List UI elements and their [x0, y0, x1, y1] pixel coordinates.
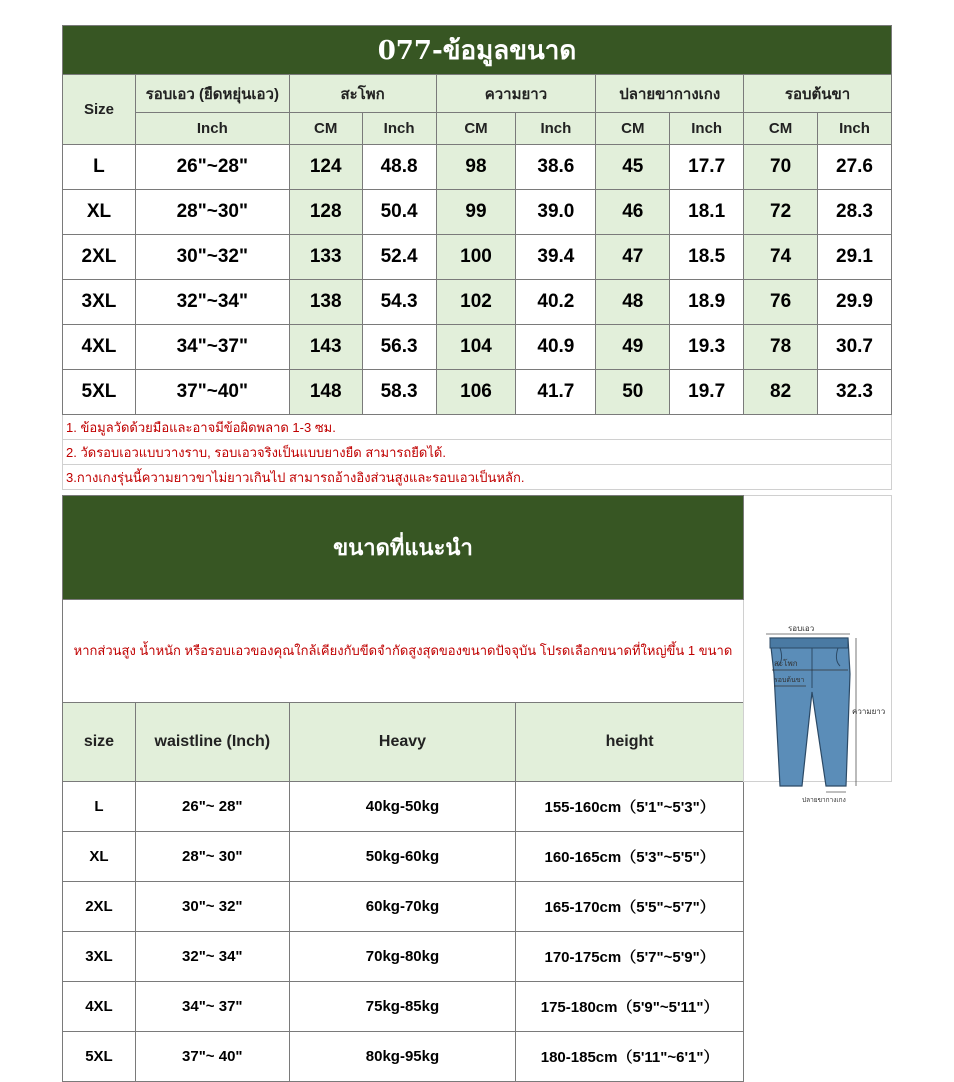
header-leg-opening: ปลายขากางเกง: [596, 75, 744, 113]
table-cell: 133: [289, 235, 362, 280]
unit-header: Inch: [362, 113, 436, 145]
pants-diagram-cell: [743, 496, 891, 804]
table-cell: 58.3: [362, 370, 436, 415]
diagram-leg-label: ปลายขากางเกง: [802, 796, 847, 804]
table-cell: 37"~ 40": [135, 1032, 289, 1082]
size-chart: [62, 25, 892, 490]
unit-header: Inch: [670, 113, 744, 145]
diagram-waist-label: รอบเอว: [788, 624, 815, 633]
table-cell: 60kg-70kg: [289, 882, 516, 932]
table-row: [63, 1032, 892, 1082]
table-cell: 124: [289, 145, 362, 190]
table-cell: 18.1: [670, 190, 744, 235]
size-chart-title: 077-ข้อมูลขนาด: [63, 26, 892, 75]
table-cell: 18.9: [670, 280, 744, 325]
table-cell: 26"~28": [135, 145, 289, 190]
table-cell: 165-170cm（5'5"~5'7"）: [516, 882, 744, 932]
table-cell: 175-180cm（5'9"~5'11"）: [516, 982, 744, 1032]
table-cell: 50kg-60kg: [289, 832, 516, 882]
table-cell: 29.9: [818, 280, 892, 325]
table-cell: 34"~37": [135, 325, 289, 370]
size-cell: L: [63, 145, 136, 190]
table-cell: 46: [596, 190, 670, 235]
recommend-title: ขนาดที่แนะนำ: [63, 496, 744, 600]
unit-header: Inch: [135, 113, 289, 145]
pants-diagram: [744, 496, 890, 804]
table-cell: 29.1: [818, 235, 892, 280]
table-cell: 37"~40": [135, 370, 289, 415]
table-cell: 78: [744, 325, 818, 370]
table-cell: 39.0: [516, 190, 596, 235]
table-cell: 52.4: [362, 235, 436, 280]
table-cell: 30"~ 32": [135, 882, 289, 932]
size-cell: L: [63, 782, 136, 832]
size-cell: 4XL: [63, 982, 136, 1032]
size-cell: 2XL: [63, 882, 136, 932]
table-cell: 19.3: [670, 325, 744, 370]
table-cell: 34"~ 37": [135, 982, 289, 1032]
table-cell: 138: [289, 280, 362, 325]
unit-header: CM: [289, 113, 362, 145]
table-cell: 32.3: [818, 370, 892, 415]
table-cell: 148: [289, 370, 362, 415]
table-cell: 40.2: [516, 280, 596, 325]
table-cell: 49: [596, 325, 670, 370]
table-cell: 50: [596, 370, 670, 415]
size-cell: XL: [63, 832, 136, 882]
table-row: [63, 832, 892, 882]
table-row: [63, 190, 892, 235]
size-chart-table: [62, 25, 892, 490]
table-cell: 160-165cm（5'3"~5'5"）: [516, 832, 744, 882]
table-cell: 102: [436, 280, 516, 325]
table-cell: 143: [289, 325, 362, 370]
note-2: 2. วัดรอบเอวแบบวางราบ, รอบเอวจริงเป็นแบบยางยืด สามารถยืดได้.: [63, 440, 892, 465]
table-row: [63, 370, 892, 415]
diagram-hip-label: สะโพก: [774, 659, 799, 668]
table-row: [63, 982, 892, 1032]
table-cell: 18.5: [670, 235, 744, 280]
table-cell: 19.7: [670, 370, 744, 415]
table-row: [63, 882, 892, 932]
recommend-warning: หากส่วนสูง น้ำหนัก หรือรอบเอวของคุณใกล้เคียงกับขีดจำกัดสูงสุดของขนาดปัจจุบัน โปรดเลือกขนาดที่ใหญ่ขึ้น 1 ขนาด: [63, 599, 744, 703]
table-row: [63, 932, 892, 982]
table-cell: 26"~ 28": [135, 782, 289, 832]
table-cell: 28.3: [818, 190, 892, 235]
rec-header-waistline: waistline (Inch): [135, 703, 289, 782]
table-cell: 76: [744, 280, 818, 325]
table-cell: 40kg-50kg: [289, 782, 516, 832]
table-cell: 56.3: [362, 325, 436, 370]
table-cell: 45: [596, 145, 670, 190]
table-cell: 32"~ 34": [135, 932, 289, 982]
table-cell: 32"~34": [135, 280, 289, 325]
rec-header-height: height: [516, 703, 744, 782]
table-cell: 104: [436, 325, 516, 370]
table-cell: 30.7: [818, 325, 892, 370]
unit-header: CM: [744, 113, 818, 145]
header-thigh: รอบต้นขา: [744, 75, 892, 113]
unit-header: Inch: [818, 113, 892, 145]
table-cell: 47: [596, 235, 670, 280]
table-row: [63, 325, 892, 370]
rec-header-size: size: [63, 703, 136, 782]
unit-header: Inch: [516, 113, 596, 145]
unit-header: CM: [596, 113, 670, 145]
table-cell: 40.9: [516, 325, 596, 370]
header-length: ความยาว: [436, 75, 596, 113]
size-cell: 4XL: [63, 325, 136, 370]
table-row: [63, 235, 892, 280]
table-cell: 70: [744, 145, 818, 190]
table-cell: 180-185cm（5'11"~6'1"）: [516, 1032, 744, 1082]
note-3: 3.กางเกงรุ่นนี้ความยาวขาไม่ยาวเกินไป สามารถอ้างอิงส่วนสูงและรอบเอวเป็นหลัก.: [63, 465, 892, 490]
size-cell: 3XL: [63, 932, 136, 982]
table-cell: 106: [436, 370, 516, 415]
table-row: [63, 782, 892, 832]
table-cell: 82: [744, 370, 818, 415]
table-cell: 72: [744, 190, 818, 235]
unit-header: CM: [436, 113, 516, 145]
diagram-thigh-label: รอบต้นขา: [774, 676, 805, 684]
diagram-length-label: ความยาว: [852, 707, 886, 716]
table-cell: 128: [289, 190, 362, 235]
size-cell: 2XL: [63, 235, 136, 280]
header-size: Size: [63, 75, 136, 145]
table-cell: 41.7: [516, 370, 596, 415]
table-cell: 70kg-80kg: [289, 932, 516, 982]
size-cell: 5XL: [63, 1032, 136, 1082]
recommended-size-section: [62, 495, 892, 1082]
table-cell: 28"~ 30": [135, 832, 289, 882]
table-cell: 39.4: [516, 235, 596, 280]
table-cell: 170-175cm（5'7"~5'9"）: [516, 932, 744, 982]
table-cell: 80kg-95kg: [289, 1032, 516, 1082]
rec-header-heavy: Heavy: [289, 703, 516, 782]
table-cell: 17.7: [670, 145, 744, 190]
table-cell: 54.3: [362, 280, 436, 325]
size-cell: 5XL: [63, 370, 136, 415]
table-cell: 155-160cm（5'1"~5'3"）: [516, 782, 744, 832]
size-cell: 3XL: [63, 280, 136, 325]
table-row: [63, 280, 892, 325]
header-waist: รอบเอว (ยืดหยุ่นเอว): [135, 75, 289, 113]
size-cell: XL: [63, 190, 136, 235]
note-1: 1. ข้อมูลวัดด้วยมือและอาจมีข้อผิดพลาด 1-3 ซม.: [63, 415, 892, 440]
table-cell: 27.6: [818, 145, 892, 190]
table-cell: 98: [436, 145, 516, 190]
table-cell: 28"~30": [135, 190, 289, 235]
table-cell: 48.8: [362, 145, 436, 190]
table-cell: 30"~32": [135, 235, 289, 280]
table-row: [63, 145, 892, 190]
table-cell: 48: [596, 280, 670, 325]
table-cell: 50.4: [362, 190, 436, 235]
table-cell: 75kg-85kg: [289, 982, 516, 1032]
table-cell: 100: [436, 235, 516, 280]
table-cell: 99: [436, 190, 516, 235]
table-cell: 38.6: [516, 145, 596, 190]
table-cell: 74: [744, 235, 818, 280]
recommended-size-table: [62, 495, 892, 1082]
header-hip: สะโพก: [289, 75, 436, 113]
